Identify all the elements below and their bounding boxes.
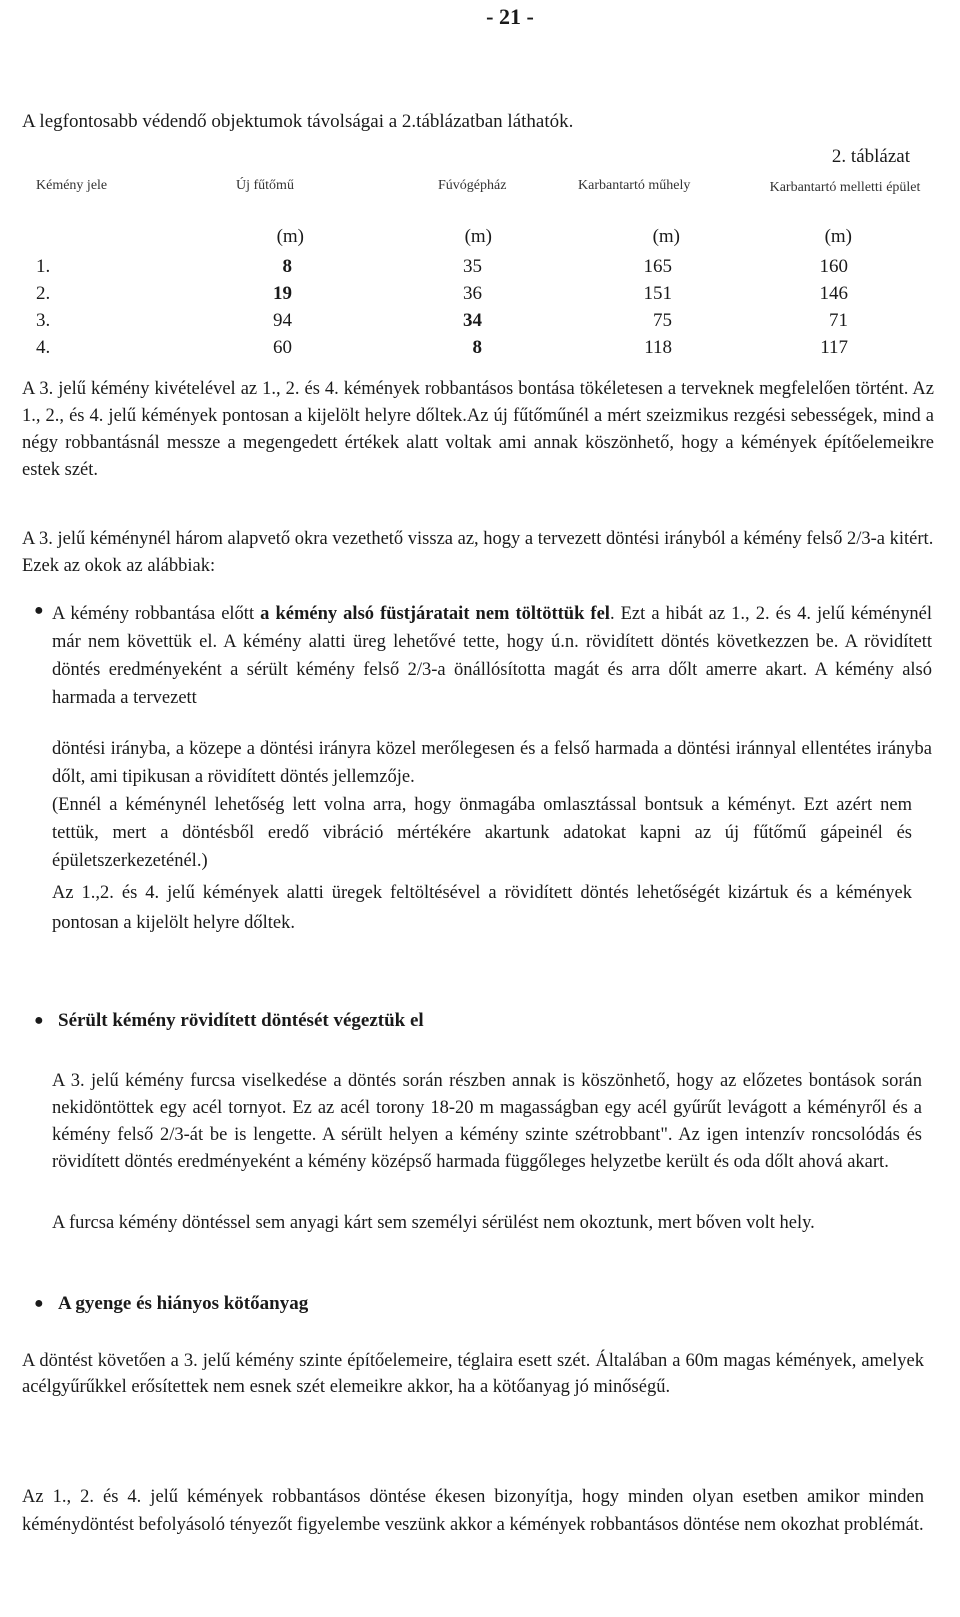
bullet-closing: Az 1.,2. és 4. jelű kémények alatti üregek feltöltésével a rövidített döntés lehetőségét kizártuk és a kémények pontosan a kijelölt helyre dőltek. — [52, 883, 912, 933]
row-label: 1. — [36, 256, 51, 277]
section-heading: Sérült kémény rövidített döntését végeztük el — [58, 1010, 424, 1031]
table-cell: 19 — [273, 283, 292, 304]
intro-text: A legfontosabb védendő objektumok távolságai a 2.táblázatban láthatók. — [22, 111, 574, 132]
table-cell: 8 — [282, 256, 292, 277]
bullet-continuation: döntési irányba, a közepe a döntési irányra közel merőlegesen és a felső harmada a döntési iránnyal ellentétes irányba dőlt, ami tipikusan a rövidített döntés jellemzője. — [52, 739, 932, 787]
table-cell: 160 — [819, 256, 848, 277]
table-cell: 71 — [829, 310, 848, 331]
table-cell: 34 — [463, 310, 482, 331]
unit-heating-plant: (m) — [276, 226, 304, 247]
bullet-text — [52, 600, 932, 712]
page-number: - 21 - — [486, 4, 534, 29]
header-workshop: Karbantartó műhely — [578, 178, 691, 193]
row-label: 3. — [36, 310, 51, 331]
bullet-text-start: A kémény robbantása előtt — [52, 604, 261, 624]
table-cell: 117 — [820, 337, 848, 358]
table-cell: 94 — [273, 310, 292, 331]
table-cell: 75 — [653, 310, 672, 331]
paragraph-conclusion: Az 1., 2. és 4. jelű kémények robbantásos döntése ékesen bizonyítja, hogy minden olyan esetben amikor minden kéménydöntést befolyásoló tényezőt figyelembe veszünk akkor a kémények robbantásos döntése nem okozhat problémát. — [22, 1487, 924, 1535]
section-heading: A gyenge és hiányos kötőanyag — [58, 1293, 309, 1314]
paragraph-binder-quality: A döntést követően a 3. jelű kémény szinte építőelemeire, téglaira esett szét. Általában a 60m magas kémények, amelyek acélgyűrűkkel erősítettek nem esnek szét elemeikre akkor, ha a kötőanyag jó minőségű. — [22, 1351, 924, 1397]
header-chimney-id: Kémény jele — [36, 178, 108, 193]
row-label: 4. — [36, 337, 51, 358]
unit-blower-house: (m) — [464, 226, 492, 247]
header-blower-house: Fúvógépház — [438, 178, 507, 193]
table-cell: 8 — [472, 337, 482, 358]
paragraph-chimney-3: A 3. jelű kéménynél három alapvető okra vezethető vissza az, hogy a tervezett döntési irányból a kémény felső 2/3-a kitért. Ezek az okok az alábbiak: — [22, 529, 934, 576]
paragraph-steel-tower: A 3. jelű kémény furcsa viselkedése a döntés során részben annak is köszönhető, hogy az előzetes bontások során nekidöntöttek egy acél tornyot. Ez az acél torony 18-20 m magasságban egy acél gyűrűt levágott a kéményről és a kémény felső 2/3-át be is lengette. A sérült helyen a kémény szinte szétrobbant". Az igen intenzív roncsolódás és rövidített döntés eredményeként a kémény középső harmada függőleges helyzetbe került és oda dőlt ahová akart. — [52, 1071, 922, 1172]
table-cell: 118 — [644, 337, 672, 358]
table-cell: 35 — [463, 256, 482, 277]
bullet-text-end: . Ezt a hibát az 1., 2. és 4. jelű kéménynél már nem követtük el. A kémény alatti üreg lehetővé tette, hogy ú.n. rövidített döntés következzen be. A rövidített döntés eredményeként a sérült kémény felső 2/3-a önállósította magát és arra dőlt amerre akart. A kémény alsó harmada a tervezett — [52, 604, 932, 708]
unit-workshop: (m) — [652, 226, 680, 247]
table-cell: 146 — [819, 283, 848, 304]
bullet-icon: ● — [34, 1012, 44, 1029]
header-heating-plant: Új fűtőmű — [236, 178, 294, 193]
table-cell: 151 — [643, 283, 672, 304]
bullet-icon: ● — [34, 1295, 44, 1312]
paragraph-no-damage: A furcsa kémény döntéssel sem anyagi kárt sem személyi sérülést nem okoztunk, mert bőven volt hely. — [52, 1213, 815, 1233]
row-label: 2. — [36, 283, 51, 304]
paragraph-blasting-results: A 3. jelű kémény kivételével az 1., 2. és 4. kémények robbantásos bontása tökéletesen a terveknek megfelelően történt. Az 1., 2., és 4. jelű kémények pontosan a kijelölt helyre dőltek.Az új fűtőműnél a mért szeizmikus rezgési sebességek, mind a négy robbantásnál messze a megengedett értékek alatt voltak ami annak köszönhető, hogy a kémények építőelemeikre estek szét. — [22, 379, 934, 480]
bullet-icon: ● — [34, 602, 44, 619]
table-cell: 60 — [273, 337, 292, 358]
table-cell: 165 — [643, 256, 672, 277]
table-cell: 36 — [463, 283, 482, 304]
bullet-parenthetical: (Ennél a kéménynél lehetőség lett volna arra, hogy önmagába omlasztással bontsuk a kéményt. Ezt azért nem tettük, mert a döntésből eredő vibráció mértékére akartunk adatokat kapni az új fűtőmű gápeinél és épületszerkezeténél.) — [52, 795, 912, 871]
unit-workshop-building: (m) — [824, 226, 852, 247]
bullet-text-bold: a kémény alsó füstjáratait nem töltöttük fel — [260, 604, 610, 624]
table-title: 2. táblázat — [831, 146, 910, 167]
header-workshop-building: Karbantartó melletti épület — [769, 180, 921, 195]
